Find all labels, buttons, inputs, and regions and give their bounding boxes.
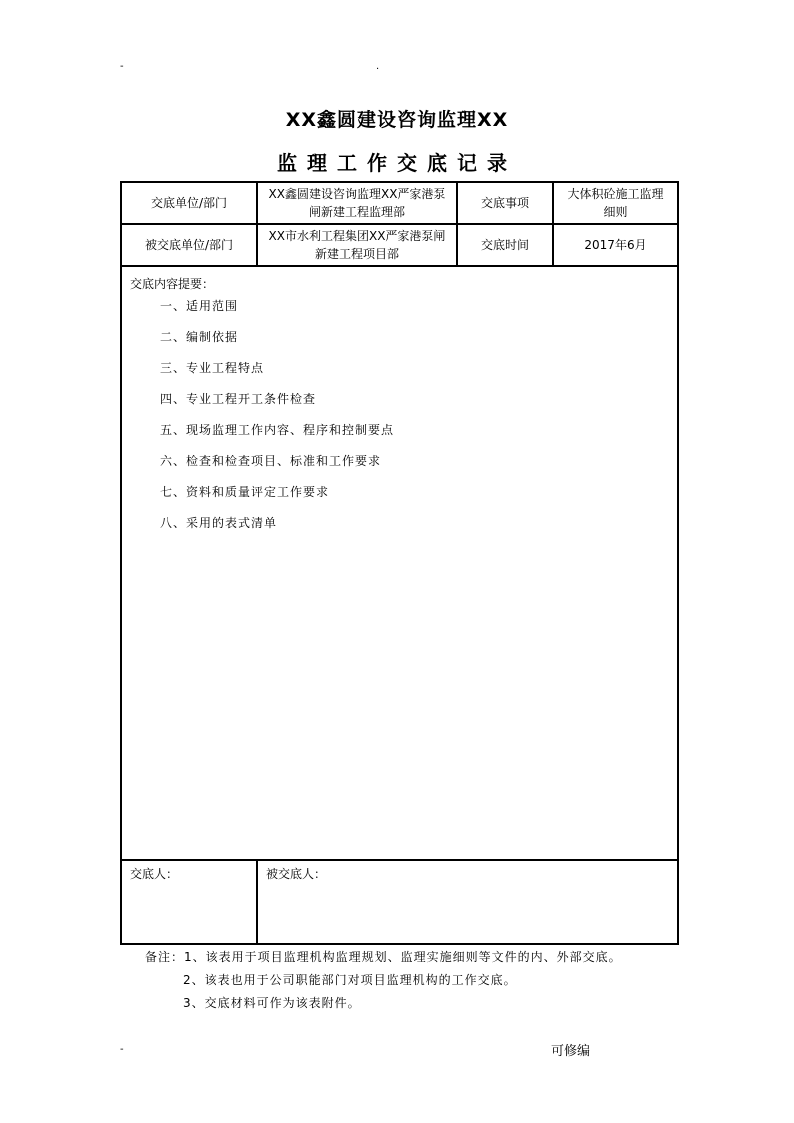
table-row: [121, 224, 678, 266]
label-issuing-unit: 交底单位/部门: [121, 182, 257, 224]
company-title: XX鑫圆建设咨询监理XX: [285, 109, 509, 131]
list-item: 一、适用范围: [160, 299, 239, 313]
note-1: 备注：1、该表用于项目监理机构监理规划、监理实施细则等文件的内、外部交底。: [145, 950, 622, 964]
footer-editable-note: 可修编: [551, 1044, 591, 1059]
note-2: 2、该表也用于公司职能部门对项目监理机构的工作交底。: [183, 973, 517, 987]
label-time: 交底时间: [457, 224, 553, 266]
list-item: 八、采用的表式清单: [160, 516, 278, 530]
footer-mark-left: -: [120, 1044, 124, 1055]
signer-label: 交底人：: [130, 867, 179, 881]
value-time: 2017年6月: [553, 224, 678, 266]
value-matter: 大体积砼施工监理细则: [553, 182, 678, 224]
header-mark-left: -: [120, 61, 124, 72]
list-item: 三、专业工程特点: [160, 361, 265, 375]
table-row: [121, 266, 678, 860]
list-item: 五、现场监理工作内容、程序和控制要点: [160, 423, 395, 437]
note-3: 3、交底材料可作为该表附件。: [183, 996, 361, 1010]
value-receiving-unit: XX市水利工程集团XX严家港泵闸新建工程项目部: [257, 224, 457, 266]
label-receiving-unit: 被交底单位/部门: [121, 224, 257, 266]
record-table: [120, 181, 679, 945]
list-item: 七、资料和质量评定工作要求: [160, 485, 330, 499]
list-item: 四、专业工程开工条件检查: [160, 392, 317, 406]
notes: [145, 946, 622, 1015]
receiver-signer-label: 被交底人：: [266, 867, 327, 881]
table-row: [121, 182, 678, 224]
list-item: 六、检查和检查项目、标准和工作要求: [160, 454, 382, 468]
content-title: 交底内容提要：: [130, 277, 215, 291]
signer-cell: [121, 860, 257, 944]
table-row: [121, 860, 678, 944]
content-cell: [121, 266, 678, 860]
receiver-signer-cell: [257, 860, 678, 944]
label-matter: 交底事项: [457, 182, 553, 224]
list-item: 二、编制依据: [160, 330, 239, 344]
record-title: 监理工作交底记录: [277, 151, 517, 175]
header-mark-center: .: [376, 61, 380, 72]
value-issuing-unit: XX鑫圆建设咨询监理XX严家港泵闸新建工程监理部: [257, 182, 457, 224]
